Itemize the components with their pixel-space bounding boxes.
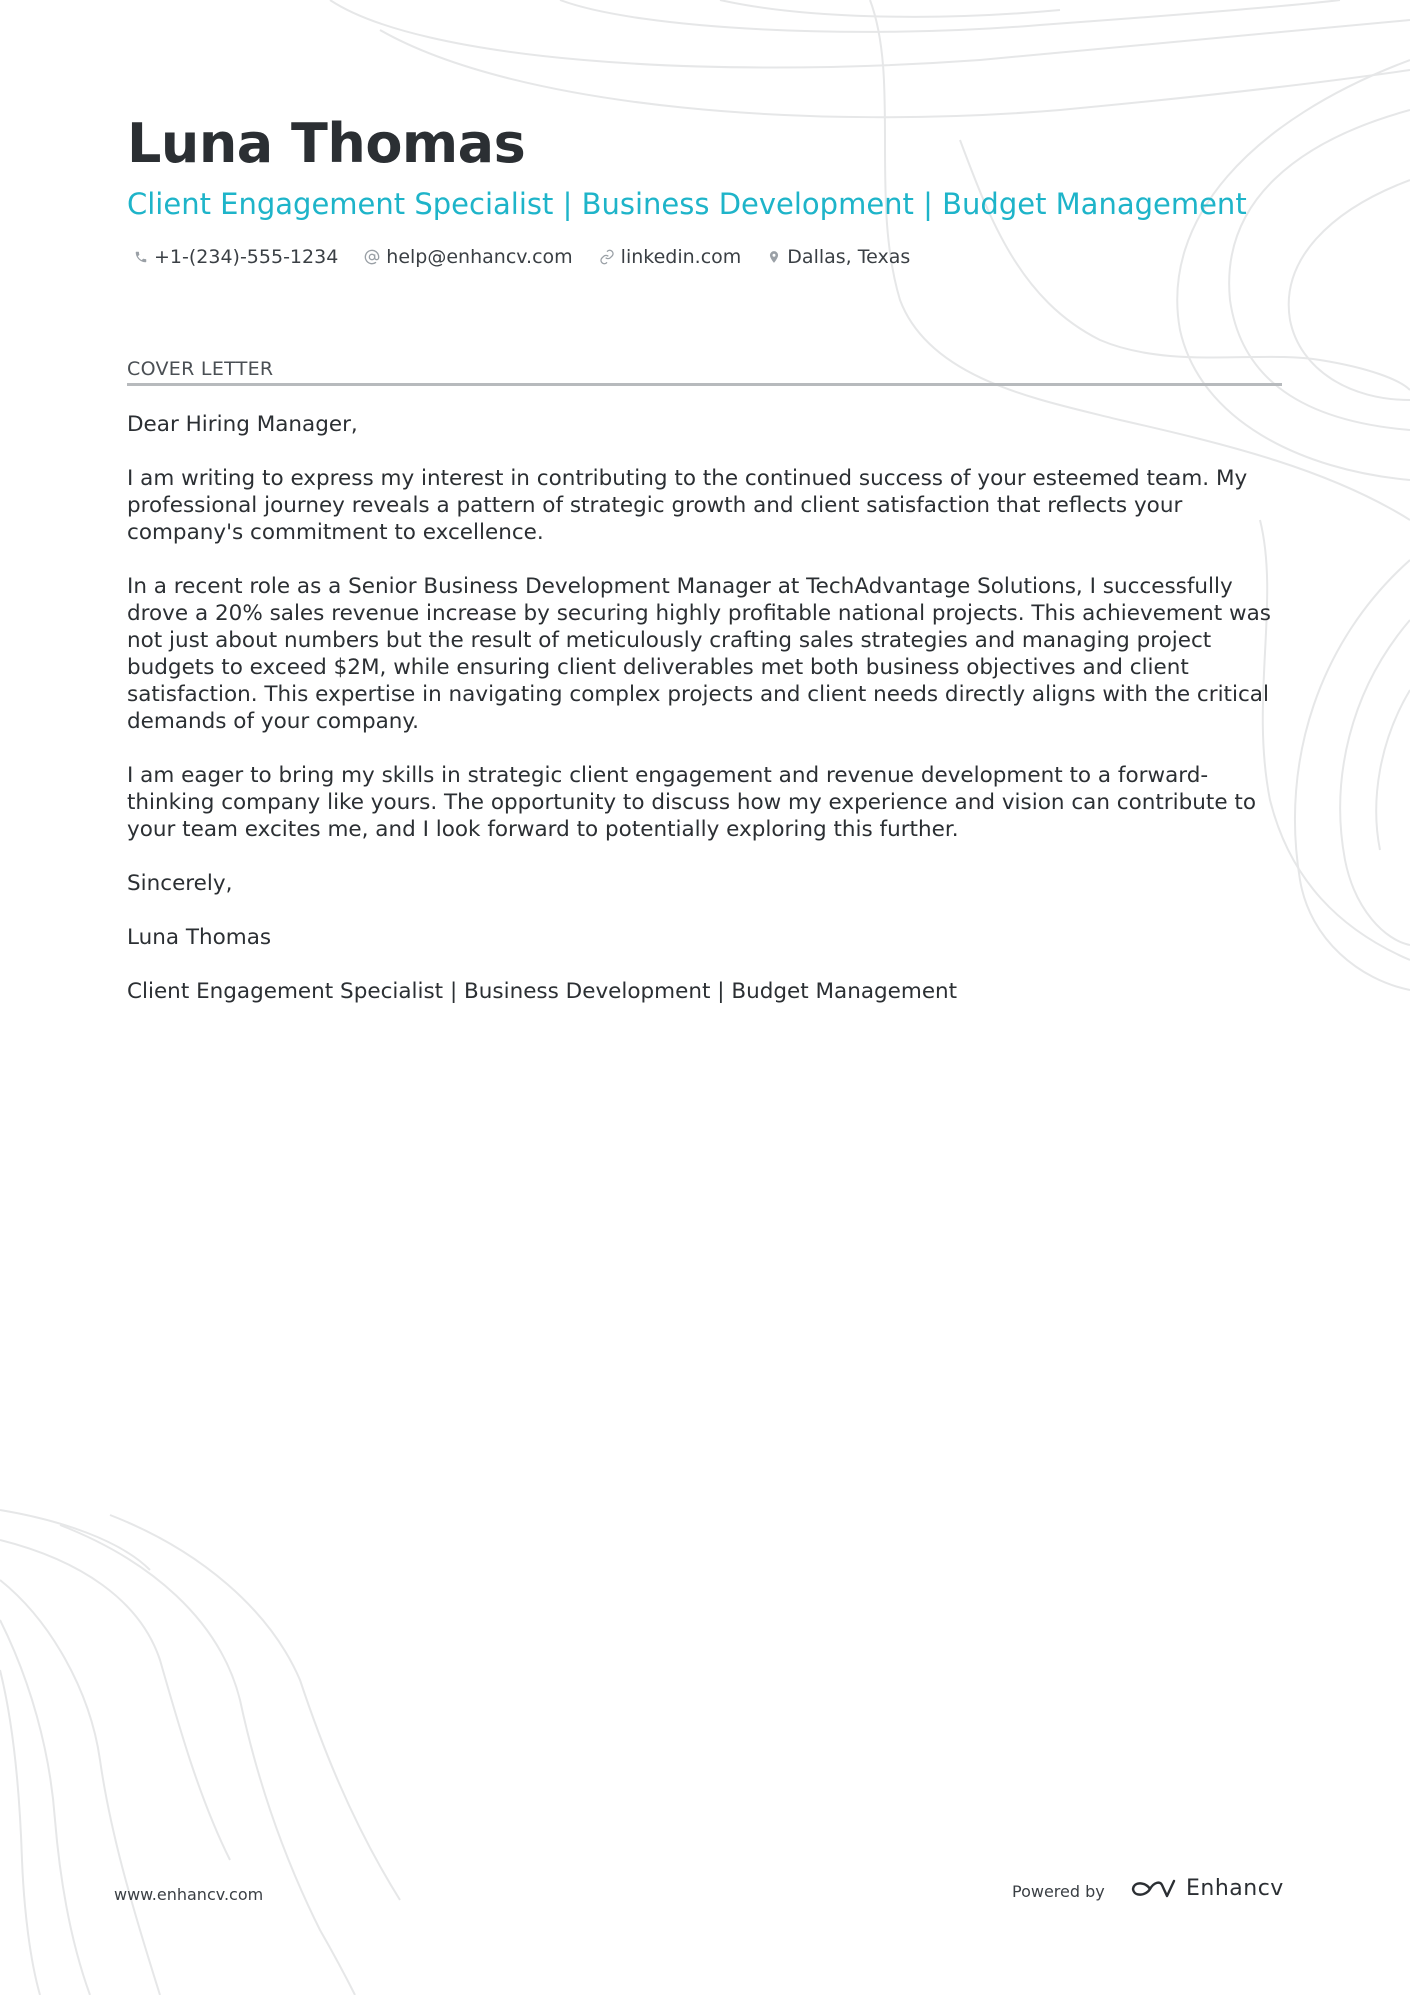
- powered-by-label: Powered by: [1012, 1882, 1105, 1901]
- letter-greeting: Dear Hiring Manager,: [127, 412, 358, 437]
- signature-title: Client Engagement Specialist | Business Development | Budget Management: [127, 979, 958, 1004]
- brand-name: Enhancv: [1186, 1876, 1284, 1901]
- candidate-name: Luna Thomas: [127, 112, 526, 175]
- footer-website-link[interactable]: www.enhancv.com: [114, 1885, 264, 1904]
- signature-name: Luna Thomas: [127, 925, 272, 950]
- location-pin-icon: [767, 249, 781, 265]
- contact-info-row: [134, 246, 936, 268]
- contact-linkedin-text: linkedin.com: [620, 246, 742, 268]
- enhancv-logo-icon: [1130, 1877, 1176, 1901]
- phone-icon: [134, 250, 148, 264]
- candidate-headline: Client Engagement Specialist | Business Development | Budget Management: [127, 187, 1247, 221]
- contact-phone-text: +1-(234)-555-1234: [154, 246, 339, 268]
- contact-phone[interactable]: [134, 246, 338, 268]
- enhancv-logo[interactable]: [1130, 1876, 1284, 1901]
- section-divider: [127, 383, 1282, 386]
- letter-paragraph: I am writing to express my interest in contributing to the continued success of your esteemed team. My professional journey reveals a pattern of strategic growth and client satisfaction that reflects your company's commitment to excellence.: [127, 466, 1248, 545]
- letter-body: [127, 411, 1287, 1032]
- letter-closing: Sincerely,: [127, 871, 233, 896]
- section-title-cover-letter: COVER LETTER: [127, 358, 274, 380]
- letter-paragraph: I am eager to bring my skills in strategic client engagement and revenue development to a forward-thinking company like yours. The opportunity to discuss how my experience and vision can contribute to your team excites me, and I look forward to potentially exploring this further.: [127, 763, 1256, 842]
- contact-linkedin[interactable]: [599, 246, 742, 268]
- contact-location: [767, 246, 910, 268]
- link-icon: [599, 249, 615, 265]
- at-icon: [364, 249, 380, 265]
- contact-email[interactable]: [364, 246, 572, 268]
- contact-location-text: Dallas, Texas: [787, 246, 911, 268]
- contact-email-text: help@enhancv.com: [386, 246, 573, 268]
- letter-paragraph: In a recent role as a Senior Business Development Manager at TechAdvantage Solutions, I successfully drove a 20% sales revenue increase by securing highly profitable national projects. This achievement was not just about numbers but the result of meticulously crafting sales strategies and managing project budgets to exceed $2M, while ensuring client deliverables met both business objectives and client satisfaction. This expertise in navigating complex projects and client needs directly aligns with the critical demands of your company.: [127, 574, 1271, 734]
